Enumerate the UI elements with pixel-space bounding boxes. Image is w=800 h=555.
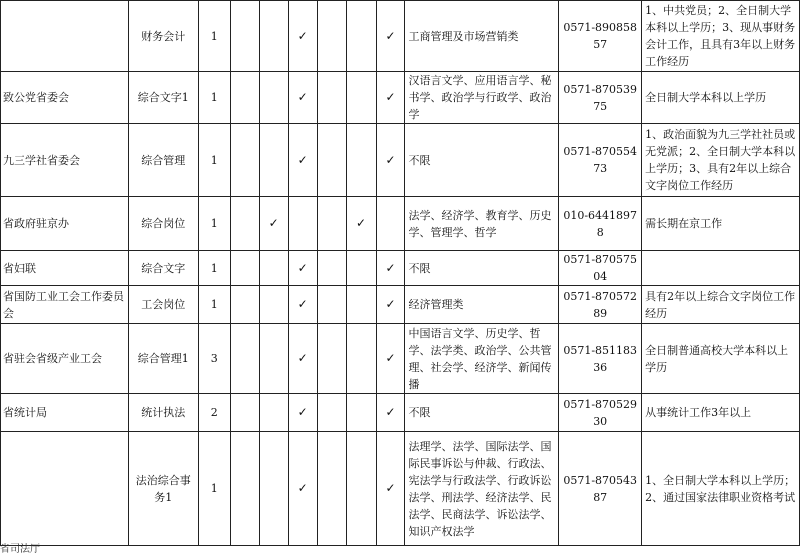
check-mark-cell: ✓ bbox=[259, 197, 288, 251]
phone-cell: 0571-87054387 bbox=[559, 432, 642, 546]
count-cell: 1 bbox=[198, 72, 230, 124]
empty-cell bbox=[259, 124, 288, 197]
empty-cell bbox=[230, 124, 259, 197]
empty-cell bbox=[230, 286, 259, 324]
phone-cell: 0571-87053975 bbox=[559, 72, 642, 124]
count-cell: 1 bbox=[198, 251, 230, 286]
position-cell: 综合文字 bbox=[128, 251, 198, 286]
check-mark-cell: ✓ bbox=[376, 124, 405, 197]
table-row bbox=[1, 432, 800, 546]
major-cell: 法学、经济学、教育学、历史学、管理学、哲学 bbox=[405, 197, 559, 251]
empty-cell bbox=[317, 72, 346, 124]
major-cell: 经济管理类 bbox=[405, 286, 559, 324]
empty-cell bbox=[230, 72, 259, 124]
empty-cell bbox=[346, 286, 376, 324]
empty-cell bbox=[317, 251, 346, 286]
empty-cell bbox=[317, 324, 346, 394]
check-mark-cell: ✓ bbox=[376, 251, 405, 286]
unit-cell: 省政府驻京办 bbox=[1, 197, 129, 251]
empty-cell bbox=[259, 432, 288, 546]
empty-cell bbox=[346, 324, 376, 394]
empty-cell bbox=[259, 394, 288, 432]
check-mark-cell: ✓ bbox=[288, 251, 317, 286]
empty-cell bbox=[346, 394, 376, 432]
empty-cell bbox=[317, 286, 346, 324]
position-cell: 法治综合事务1 bbox=[128, 432, 198, 546]
table-row bbox=[1, 324, 800, 394]
check-mark-cell: ✓ bbox=[288, 1, 317, 72]
requirement-cell: 全日制普通高校大学本科以上学历 bbox=[642, 324, 800, 394]
empty-cell bbox=[288, 197, 317, 251]
check-mark-cell: ✓ bbox=[376, 72, 405, 124]
major-cell: 不限 bbox=[405, 394, 559, 432]
phone-cell: 0571-89085857 bbox=[559, 1, 642, 72]
empty-cell bbox=[346, 124, 376, 197]
count-cell: 1 bbox=[198, 124, 230, 197]
empty-cell bbox=[346, 72, 376, 124]
unit-cell bbox=[1, 432, 129, 546]
empty-cell bbox=[259, 251, 288, 286]
count-cell: 1 bbox=[198, 197, 230, 251]
phone-cell: 0571-87052930 bbox=[559, 394, 642, 432]
phone-cell: 0571-87057289 bbox=[559, 286, 642, 324]
unit-cell: 省驻会省级产业工会 bbox=[1, 324, 129, 394]
position-cell: 财务会计 bbox=[128, 1, 198, 72]
cut-off-text: 省司法厅 bbox=[0, 544, 40, 555]
requirement-cell bbox=[642, 251, 800, 286]
requirement-cell: 1、政治面貌为九三学社社员或无党派；2、全日制大学本科以上学历；3、具有2年以上综合文字岗位工作经历 bbox=[642, 124, 800, 197]
position-cell: 综合岗位 bbox=[128, 197, 198, 251]
phone-cell: 0571-87057504 bbox=[559, 251, 642, 286]
check-mark-cell: ✓ bbox=[288, 286, 317, 324]
check-mark-cell: ✓ bbox=[376, 324, 405, 394]
empty-cell bbox=[259, 1, 288, 72]
count-cell: 1 bbox=[198, 286, 230, 324]
requirement-cell: 全日制大学本科以上学历 bbox=[642, 72, 800, 124]
check-mark-cell: ✓ bbox=[376, 394, 405, 432]
major-cell: 不限 bbox=[405, 124, 559, 197]
count-cell: 2 bbox=[198, 394, 230, 432]
empty-cell bbox=[317, 124, 346, 197]
unit-cell bbox=[1, 1, 129, 72]
unit-cell: 九三学社省委会 bbox=[1, 124, 129, 197]
requirement-cell: 需长期在京工作 bbox=[642, 197, 800, 251]
check-mark-cell: ✓ bbox=[288, 394, 317, 432]
position-cell: 统计执法 bbox=[128, 394, 198, 432]
empty-cell bbox=[317, 197, 346, 251]
check-mark-cell: ✓ bbox=[346, 197, 376, 251]
empty-cell bbox=[230, 251, 259, 286]
empty-cell bbox=[317, 1, 346, 72]
unit-cell: 省国防工业工会工作委员会 bbox=[1, 286, 129, 324]
empty-cell bbox=[230, 432, 259, 546]
check-mark-cell: ✓ bbox=[288, 72, 317, 124]
major-cell: 汉语言文学、应用语言学、秘书学、政治学与行政学、政治学 bbox=[405, 72, 559, 124]
table-row bbox=[1, 197, 800, 251]
table-row bbox=[1, 124, 800, 197]
check-mark-cell: ✓ bbox=[288, 432, 317, 546]
table-body bbox=[1, 1, 800, 546]
phone-cell: 0571-85118336 bbox=[559, 324, 642, 394]
position-cell: 综合管理1 bbox=[128, 324, 198, 394]
table-row bbox=[1, 286, 800, 324]
empty-cell bbox=[376, 197, 405, 251]
empty-cell bbox=[230, 1, 259, 72]
table-row bbox=[1, 1, 800, 72]
empty-cell bbox=[317, 394, 346, 432]
position-cell: 综合文字1 bbox=[128, 72, 198, 124]
count-cell: 3 bbox=[198, 324, 230, 394]
empty-cell bbox=[230, 197, 259, 251]
major-cell: 法理学、法学、国际法学、国际民事诉讼与仲裁、行政法、宪法学与行政法学、行政诉讼法学、刑法学、经济法学、民法学、民商法学、诉讼法学、知识产权法学 bbox=[405, 432, 559, 546]
position-cell: 综合管理 bbox=[128, 124, 198, 197]
count-cell: 1 bbox=[198, 1, 230, 72]
empty-cell bbox=[259, 286, 288, 324]
empty-cell bbox=[230, 324, 259, 394]
empty-cell bbox=[230, 394, 259, 432]
empty-cell bbox=[259, 72, 288, 124]
check-mark-cell: ✓ bbox=[288, 124, 317, 197]
check-mark-cell: ✓ bbox=[376, 286, 405, 324]
count-cell: 1 bbox=[198, 432, 230, 546]
table-row bbox=[1, 72, 800, 124]
phone-cell: 010-64418978 bbox=[559, 197, 642, 251]
phone-cell: 0571-87055473 bbox=[559, 124, 642, 197]
empty-cell bbox=[346, 1, 376, 72]
check-mark-cell: ✓ bbox=[376, 1, 405, 72]
table-row bbox=[1, 394, 800, 432]
requirement-cell: 1、中共党员；2、全日制大学本科以上学历；3、现从事财务会计工作，且具有3年以上财务工作经历 bbox=[642, 1, 800, 72]
major-cell: 中国语言文学、历史学、哲学、法学类、政治学、公共管理、社会学、经济学、新闻传播 bbox=[405, 324, 559, 394]
unit-cell: 省妇联 bbox=[1, 251, 129, 286]
requirement-cell: 从事统计工作3年以上 bbox=[642, 394, 800, 432]
check-mark-cell: ✓ bbox=[288, 324, 317, 394]
unit-cell: 致公党省委会 bbox=[1, 72, 129, 124]
major-cell: 不限 bbox=[405, 251, 559, 286]
empty-cell bbox=[259, 324, 288, 394]
unit-cell: 省统计局 bbox=[1, 394, 129, 432]
empty-cell bbox=[346, 432, 376, 546]
requirement-cell: 1、全日制大学本科以上学历；2、通过国家法律职业资格考试 bbox=[642, 432, 800, 546]
table-row bbox=[1, 251, 800, 286]
empty-cell bbox=[317, 432, 346, 546]
requirement-cell: 具有2年以上综合文字岗位工作经历 bbox=[642, 286, 800, 324]
empty-cell bbox=[346, 251, 376, 286]
major-cell: 工商管理及市场营销类 bbox=[405, 1, 559, 72]
check-mark-cell: ✓ bbox=[376, 432, 405, 546]
position-cell: 工会岗位 bbox=[128, 286, 198, 324]
